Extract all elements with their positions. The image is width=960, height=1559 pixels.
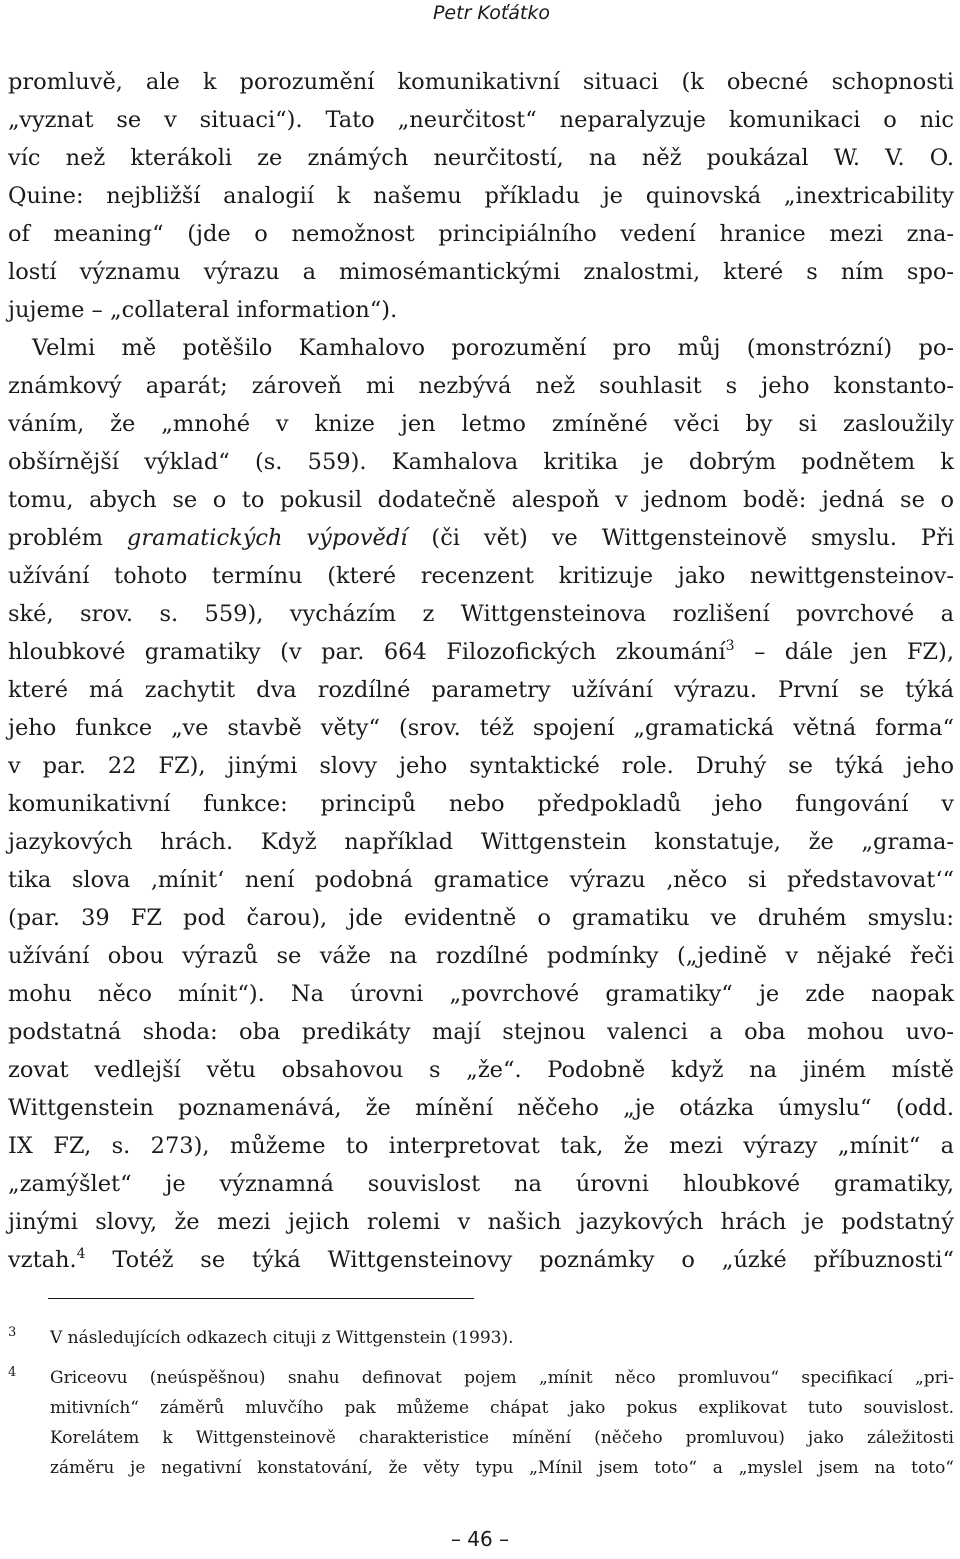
text-line: tomu, abych se o to pokusil dodatečně alespoň v jednom bodě: jedná se o (8, 487, 954, 513)
page-number: – 46 – (450, 1527, 510, 1551)
text-line: IX FZ, s. 273), můžeme to interpretovat tak, že mezi výrazy „mínit“ a (8, 1133, 954, 1159)
footnote-line: V následujících odkazech cituji z Wittgenstein (1993). (50, 1328, 514, 1348)
text-line: víc než kterákoli ze známých neurčitostí, na něž poukázal W. V. O. (8, 145, 954, 171)
text-line-with-footnote-ref: vztah.$^4$ Totéž se týká Wittgensteinovy poznámky o „úzké příbuznosti“ (8, 1246, 954, 1273)
footnote-number: 4 (8, 1365, 17, 1380)
text-line: váním, že „mnohé v knize jen letmo zmíněné věci by si zasloužily (8, 411, 954, 437)
footnote-line: mitivních“ záměrů mluvčího pak můžeme chápat jako pokus explikovat tuto souvislost. (50, 1398, 954, 1418)
footnote-ref-3[interactable]: 3 (725, 638, 735, 654)
running-head: Petr Koťátko (432, 2, 550, 24)
text-line: Velmi mě potěšilo Kamhalovo porozumění pro můj (monstrózní) po- (32, 335, 954, 361)
italic-term: gramatických výpovědí (126, 525, 408, 551)
text-line-with-footnote-ref: hloubkové gramatiky (v par. 664 Filozofických zkoumání$^3$ – dále jen FZ), (8, 638, 954, 665)
footnote-number: 3 (8, 1325, 17, 1340)
text-line: tika slova ‚mínit‘ není podobná gramatice výrazu ‚něco si představovat‘“ (8, 867, 954, 893)
text-line: (par. 39 FZ pod čarou), jde evidentně o gramatiku ve druhém smyslu: (8, 905, 954, 931)
text-line: jazykových hrách. Když například Wittgenstein konstatuje, že „grama- (8, 829, 954, 855)
text-line: „zamýšlet“ je významná souvislost na úrovni hloubkové gramatiky, (8, 1171, 954, 1197)
footnote-separator (48, 1298, 474, 1299)
text-line: obšírnější výklad“ (s. 559). Kamhalova kritika je dobrým podnětem k (8, 449, 954, 475)
text-line: jeho funkce „ve stavbě věty“ (srov. též spojení „gramatická větná forma“ (8, 715, 954, 741)
footnote-line: záměru je negativní konstatování, že věty typu „Mínil jsem toto“ a „myslel jsem na toto“ (50, 1458, 954, 1478)
text-line: které má zachytit dva rozdílné parametry užívání výrazu. První se týká (8, 677, 954, 703)
text-line-with-italic: problém gramatických výpovědí (či vět) ve Wittgensteinově smyslu. Při (8, 525, 955, 551)
text-line: užívání obou výrazů se váže na rozdílné podmínky („jedině v nějaké řeči (8, 943, 954, 969)
footnotes (8, 1323, 954, 1483)
text-line: užívání tohoto termínu (které recenzent kritizuje jako newittgensteinov- (8, 563, 954, 589)
footnote-line: Griceovu (neúspěšnou) snahu definovat pojem „mínit něco promluvou“ specifikací „pri- (50, 1368, 954, 1388)
paragraph-start-line (8, 329, 954, 367)
text-line: promluvě, ale k porozumění komunikativní situaci (k obecné schopnosti (8, 69, 954, 95)
text-line: podstatná shoda: oba predikáty mají stejnou valenci a oba mohou uvo- (8, 1019, 954, 1045)
text-line: komunikativní funkce: principů nebo předpokladů jeho fungování v (8, 791, 954, 817)
text-line: známkový aparát; zároveň mi nezbývá než souhlasit s jeho konstanto- (8, 373, 954, 399)
main-text (8, 63, 954, 1279)
text-line: v par. 22 FZ), jinými slovy jeho syntaktické role. Druhý se týká jeho (8, 753, 954, 779)
text-line: Quine: nejbližší analogií k našemu příkladu je quinovská „inextricability (8, 183, 954, 209)
text-line: ské, srov. s. 559), vycházím z Wittgensteinova rozlišení povrchové a (8, 601, 954, 627)
text-line: jujeme – „collateral information“). (8, 297, 398, 323)
text-line: zovat vedlejší větu obsahovou s „že“. Podobně když na jiném místě (8, 1057, 954, 1083)
text-line: „vyznat se v situaci“). Tato „neurčitost“ neparalyzuje komunikaci o nic (8, 107, 954, 133)
text-line: Wittgenstein poznamenává, že mínění něčeho „je otázka úmyslu“ (odd. (8, 1095, 954, 1121)
footnote-4 (8, 1363, 954, 1483)
text-line: of meaning“ (jde o nemožnost principiálního vedení hranice mezi zna- (8, 221, 954, 247)
footnote-ref-4[interactable]: 4 (76, 1246, 86, 1262)
text-line: jinými slovy, že mezi jejich rolemi v našich jazykových hrách je podstatný (8, 1209, 954, 1235)
footnote-3 (8, 1323, 954, 1353)
text-line: mohu něco mínit“). Na úrovni „povrchové gramatiky“ je zde naopak (8, 981, 954, 1007)
footnote-line: Korelátem k Wittgensteinově charakteristice mínění (něčeho promluvou) jako záležitosti (50, 1428, 954, 1448)
text-line: lostí významu výrazu a mimosémantickými znalostmi, které s ním spo- (8, 259, 954, 285)
